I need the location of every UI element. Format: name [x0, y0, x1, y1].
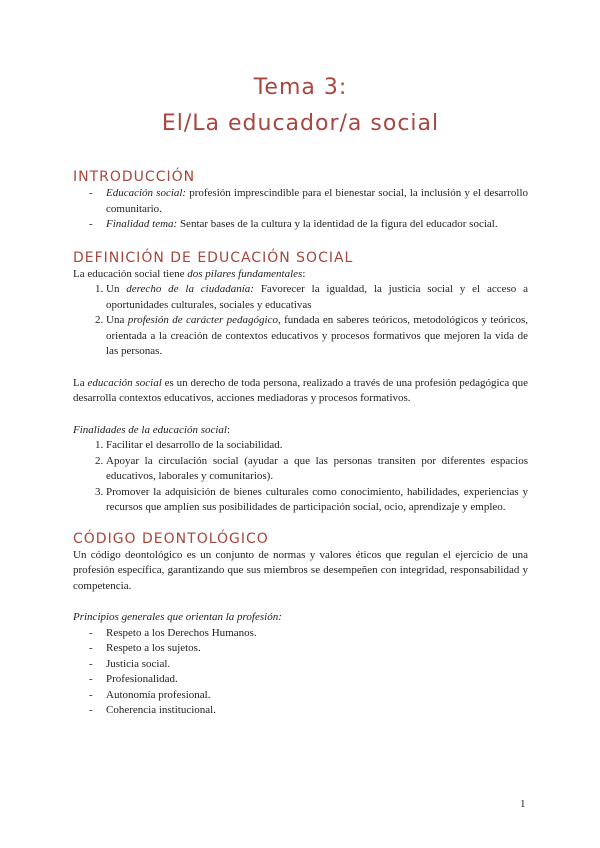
item-emphasis: profesión de carácter pedagógico	[127, 314, 278, 326]
title-line-2: El/La educador/a social	[161, 111, 440, 136]
section-heading-codigo: CÓDIGO DEONTOLÓGICO	[73, 530, 269, 547]
list-item: - Profesionalidad.	[106, 672, 528, 688]
list-item: 2. Apoyar la circulación social (ayudar a que las personas transiten por diferentes espacios educativos, laborales y comunitarios).	[106, 454, 528, 485]
finalidades-list	[73, 438, 528, 516]
list-item: 1. Facilitar el desarrollo de la sociabilidad.	[106, 438, 528, 454]
section-codigo	[73, 530, 528, 719]
codigo-paragraph: Un código deontológico es un conjunto de normas y valores éticos que regulan el ejercicio de una profesión específica, garantizando que sus miembros se desempeñen con integridad, responsabilidad y competencia.	[73, 548, 528, 592]
pillars-list	[73, 282, 528, 360]
finalidades-title-text: Finalidades de la educación social	[73, 423, 227, 436]
item-post: , fundada en saberes teóricos, metodológicos y teóricos, orientada a la creación de contextos educativos y procesos formativos que mejoren la vida de las personas.	[106, 314, 529, 357]
lead-text: La educación social tiene	[73, 267, 188, 280]
list-item	[106, 217, 528, 233]
lead-end: :	[302, 267, 306, 280]
list-item: - Respeto a los Derechos Humanos.	[106, 626, 528, 642]
document-title	[73, 72, 528, 140]
list-item: - Coherencia institucional.	[106, 703, 528, 719]
item-pre: Un	[106, 283, 127, 295]
principios-list	[73, 626, 528, 719]
lead-emphasis: dos pilares fundamentales	[187, 267, 303, 280]
section-definicion	[73, 249, 528, 516]
item-post: Favorecer la igualdad, la justicia social y el acceso a oportunidades culturales, sociales y educativas	[106, 283, 528, 311]
title-line-1: Tema 3:	[253, 75, 348, 100]
list-item	[106, 313, 528, 360]
definicion-summary	[73, 376, 528, 407]
intro-list	[73, 186, 528, 233]
list-item	[106, 186, 528, 217]
summary-pre: La	[73, 376, 88, 389]
principios-title-text: Principios generales que orientan la profesión:	[73, 611, 282, 623]
list-item: - Autonomía profesional.	[106, 688, 528, 704]
item-label: Educación social:	[106, 187, 187, 199]
section-heading-definicion: DEFINICIÓN DE EDUCACIÓN SOCIAL	[73, 249, 354, 266]
list-item: - Respeto a los sujetos.	[106, 641, 528, 657]
definicion-lead	[73, 267, 528, 283]
finalidades-colon: :	[226, 423, 231, 436]
item-label: Finalidad tema:	[106, 218, 178, 230]
principios-title	[73, 610, 528, 626]
finalidades-title	[73, 423, 528, 439]
list-item: 3. Promover la adquisición de bienes culturales como conocimiento, habilidades, experiencias y recursos que amplíen sus posibilidades de participación social, ocio, aprendizaje y empleo.	[106, 485, 528, 516]
summary-emphasis: educación social	[87, 376, 162, 389]
section-introduccion	[73, 168, 528, 233]
page-number: 1	[520, 798, 526, 810]
item-text: profesión imprescindible para el bienestar social, la inclusión y el desarrollo comunitario.	[106, 187, 528, 215]
item-text: Sentar bases de la cultura y la identidad de la figura del educador social.	[177, 218, 498, 230]
document-page	[73, 72, 528, 719]
summary-post: es un derecho de toda persona, realizado a través de una profesión pedagógica que desarrolla contextos educativos, acciones mediadoras y procesos formativos.	[73, 376, 529, 404]
item-pre: Una	[106, 314, 128, 326]
list-item: - Justicia social.	[106, 657, 528, 673]
section-heading-introduccion: INTRODUCCIÓN	[73, 169, 196, 185]
item-emphasis: derecho de la ciudadanía:	[126, 283, 254, 295]
list-item	[106, 282, 528, 313]
